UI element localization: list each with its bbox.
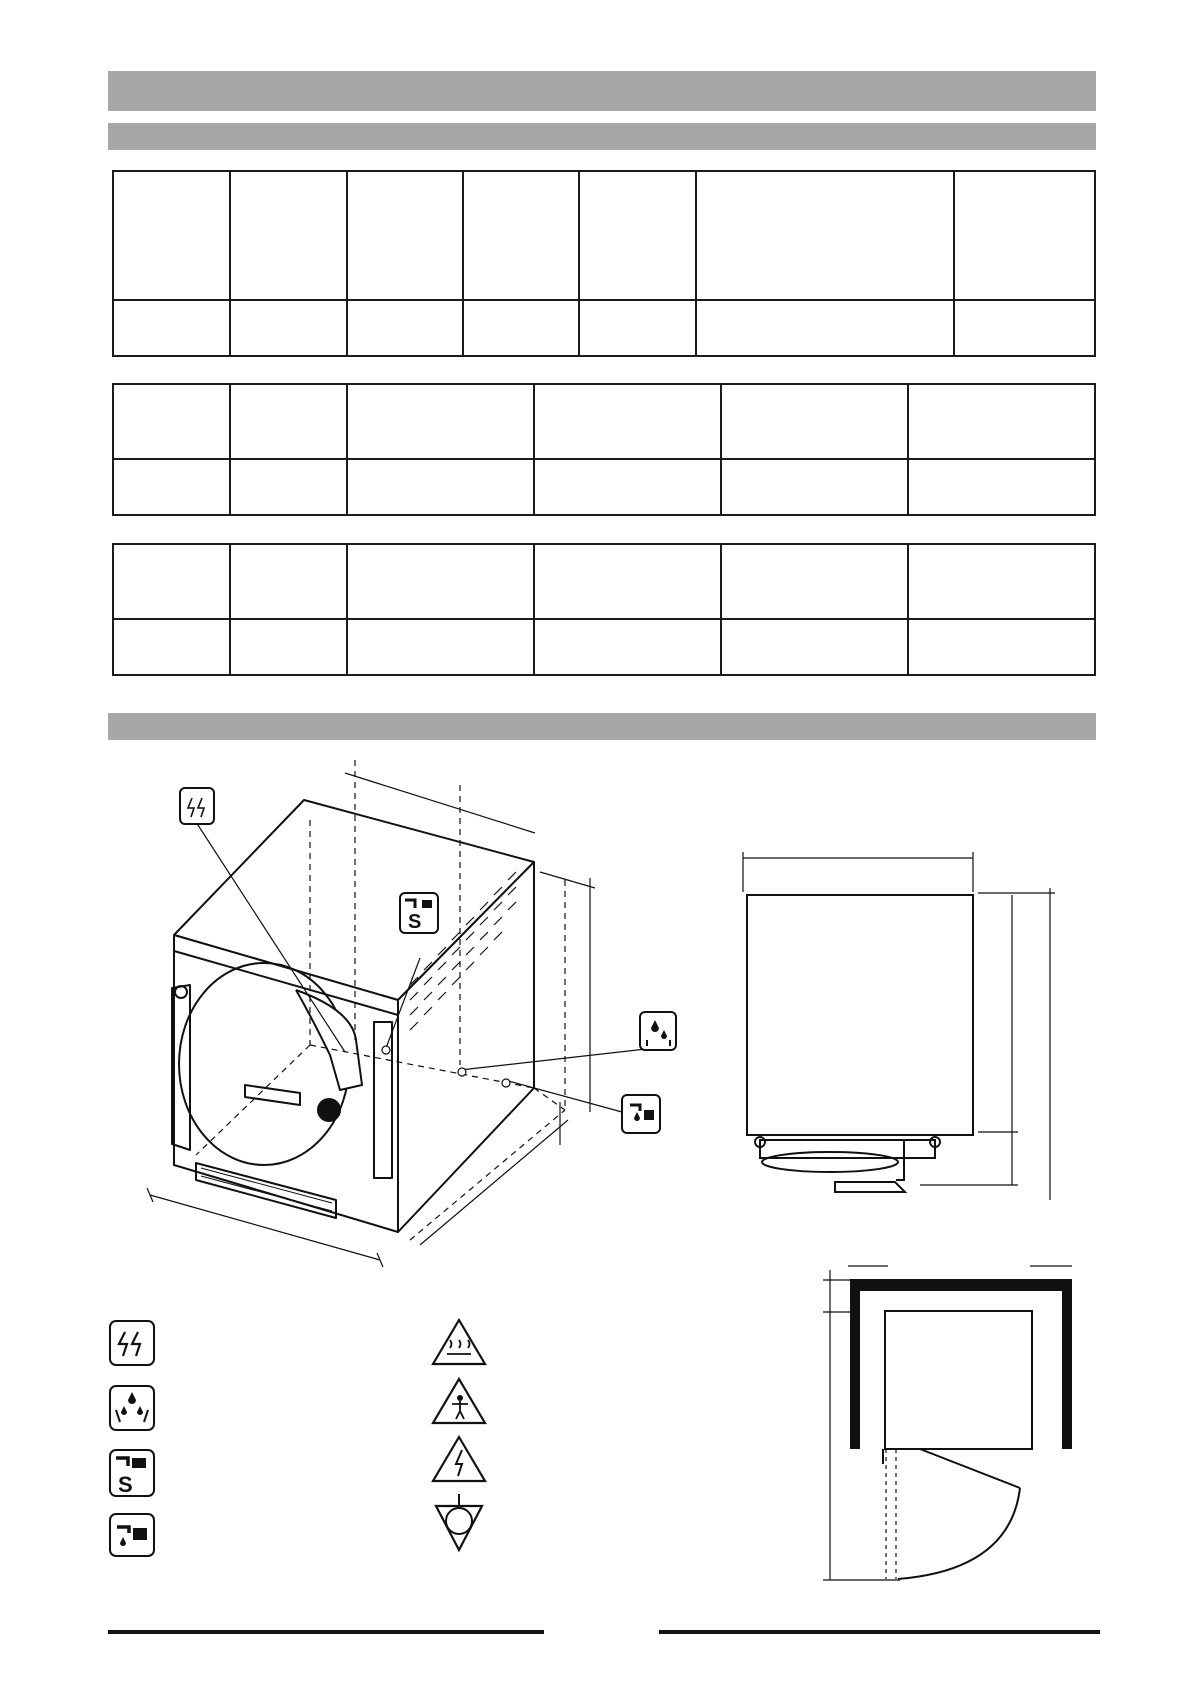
table-cell [230, 384, 347, 459]
svg-text:S: S [118, 1472, 133, 1497]
table-cell [534, 459, 721, 515]
footer-rule-right [659, 1630, 1100, 1634]
svg-text:S: S [408, 911, 422, 933]
drain-icon [110, 1514, 154, 1556]
table-cell [721, 384, 908, 459]
technical-data-table-1 [112, 170, 1096, 357]
isometric-machine-drawing [130, 760, 690, 1270]
water-inlet-icon [640, 1012, 676, 1050]
footer-rule-left [108, 1630, 544, 1634]
equipotential-ground-icon [436, 1494, 482, 1550]
table-header-row [113, 544, 1095, 619]
table-cell [908, 544, 1095, 619]
table-cell [230, 171, 347, 300]
table-cell [696, 171, 954, 300]
table-cell [463, 300, 579, 356]
table-row [113, 300, 1095, 356]
table-cell [908, 384, 1095, 459]
door-swing-top-view [820, 1260, 1090, 1590]
softened-water-inlet-icon [400, 893, 438, 933]
hot-surface-warning-icon [433, 1320, 485, 1364]
table-cell [113, 384, 230, 459]
table-cell [230, 544, 347, 619]
electric-shock-warning-icon [433, 1437, 485, 1481]
side-view-drawing [735, 850, 1080, 1200]
table-cell [347, 384, 534, 459]
table-cell [534, 384, 721, 459]
table-row [113, 459, 1095, 515]
table-cell [908, 459, 1095, 515]
table-cell [463, 171, 579, 300]
table-cell [696, 300, 954, 356]
table-cell [347, 459, 534, 515]
technical-data-table-2 [112, 383, 1096, 516]
installation-bar [108, 713, 1096, 740]
legend-right [430, 1315, 490, 1570]
table-cell [230, 619, 347, 675]
title-bar [108, 71, 1096, 111]
table-header-row [113, 171, 1095, 300]
table-cell [113, 300, 230, 356]
table-cell [908, 619, 1095, 675]
table-cell [347, 300, 463, 356]
heavy-load-warning-icon [433, 1379, 485, 1423]
legend-left [108, 1318, 158, 1558]
table-cell [721, 544, 908, 619]
table-cell [534, 619, 721, 675]
table-cell [721, 619, 908, 675]
table-cell [579, 171, 696, 300]
table-cell [230, 459, 347, 515]
table-cell [534, 544, 721, 619]
table-row [113, 619, 1095, 675]
electrical-connection-icon [110, 1321, 154, 1365]
table-cell [347, 619, 534, 675]
table-header-row [113, 384, 1095, 459]
water-inlet-icon [110, 1386, 154, 1430]
softened-water-inlet-icon [110, 1450, 154, 1497]
drain-icon [622, 1095, 660, 1133]
table-cell [954, 300, 1095, 356]
table-cell [579, 300, 696, 356]
table-cell [347, 544, 534, 619]
table-cell [113, 459, 230, 515]
table-cell [347, 171, 463, 300]
table-cell [954, 171, 1095, 300]
table-cell [721, 459, 908, 515]
table-cell [113, 171, 230, 300]
table-cell [230, 300, 347, 356]
table-cell [113, 619, 230, 675]
table-cell [113, 544, 230, 619]
technical-data-bar [108, 123, 1096, 150]
technical-data-table-3 [112, 543, 1096, 676]
electrical-connection-icon [180, 788, 214, 824]
